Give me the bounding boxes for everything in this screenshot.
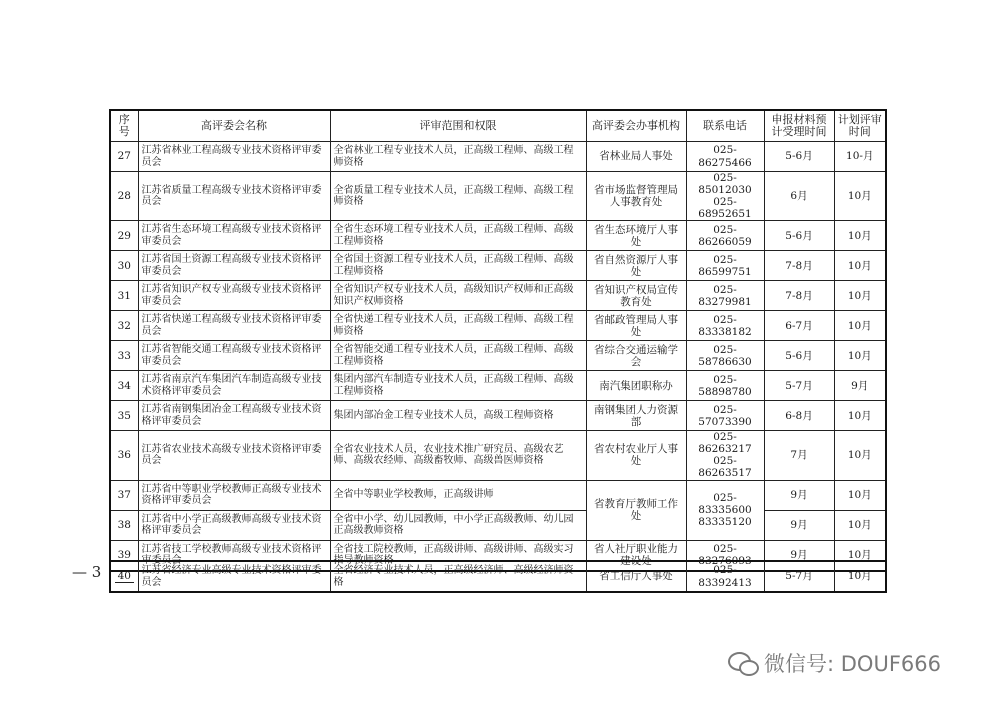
watermark-text: 微信号: DOUF666 (764, 652, 941, 676)
review-time: 10月 (834, 311, 886, 341)
phone: 025-83279981 (686, 281, 764, 311)
office: 省邮政管理局人事处 (586, 311, 686, 341)
office: 省生态环境厅人事处 (586, 221, 686, 251)
committee-table (109, 109, 887, 572)
row-number: 38 (110, 510, 138, 540)
accept-time: 7月 (764, 431, 834, 480)
office: 南汽集团职称办 (586, 371, 686, 401)
review-scope: 集团内部冶金工程专业技术人员，高级工程师资格 (330, 401, 586, 431)
review-time: 9月 (834, 371, 886, 401)
committee-name: 江苏省中等职业学校教师正高级专业技术资格评审委员会 (138, 480, 330, 510)
accept-time: 6-8月 (764, 401, 834, 431)
table-row (110, 221, 886, 251)
committee-name: 江苏省中小学正高级教师高级专业技术资格评审委员会 (138, 510, 330, 540)
phone: 025-86263217 025-86263517 (686, 431, 764, 480)
continuation-table (109, 560, 887, 593)
review-scope: 全省林业工程专业技术人员，正高级工程师、高级工程师资格 (330, 142, 586, 172)
phone: 025-58786630 (686, 341, 764, 371)
table-row (110, 281, 886, 311)
phone: 025-57073390 (686, 401, 764, 431)
committee-name: 江苏省林业工程高级专业技术资格评审委员会 (138, 142, 330, 172)
header-review-time: 计划评审时间 (834, 110, 886, 142)
review-time: 10月 (834, 221, 886, 251)
review-scope: 全省质量工程专业技术人员，正高级工程师、高级工程师资格 (330, 172, 586, 221)
office: 省综合交通运输学会 (586, 341, 686, 371)
review-time: 10月 (834, 172, 886, 221)
table-row (110, 510, 886, 540)
phone: 025-58898780 (686, 371, 764, 401)
table-row (110, 251, 886, 281)
row-number: 33 (110, 341, 138, 371)
table-row (110, 371, 886, 401)
review-scope: 全省中等职业学校教师，正高级讲师 (330, 480, 586, 510)
review-scope: 全省快递工程专业技术人员，正高级工程师、高级工程师资格 (330, 311, 586, 341)
office: 省自然资源厅人事处 (586, 251, 686, 281)
office: 省工信厅人事处 (586, 561, 686, 592)
review-time: 10月 (834, 540, 886, 571)
phone: 025-83392413 (686, 561, 764, 592)
accept-time: 9月 (764, 510, 834, 540)
table-row (110, 431, 886, 480)
header-accept-time: 申报材料预计受理时间 (764, 110, 834, 142)
header-no: 序号 (110, 110, 138, 142)
table-row (110, 480, 886, 510)
accept-time: 5-7月 (764, 561, 834, 592)
review-time: 10月 (834, 431, 886, 480)
office: 省教育厅教师工作处 (586, 480, 686, 540)
page-number: — 3 (72, 563, 102, 581)
table-row (110, 401, 886, 431)
committee-name: 江苏省农业技术高级专业技术资格评审委员会 (138, 431, 330, 480)
committee-name: 江苏省经济专业高级专业技术资格评审委员会 (138, 561, 330, 592)
committee-name: 江苏省南钢集团冶金工程高级专业技术资格评审委员会 (138, 401, 330, 431)
wechat-icon (728, 650, 758, 676)
table-header-row (110, 110, 886, 142)
review-time: 10月 (834, 401, 886, 431)
committee-name: 江苏省生态环境工程高级专业技术资格评审委员会 (138, 221, 330, 251)
review-time: 10月 (834, 480, 886, 510)
row-number: 32 (110, 311, 138, 341)
phone: 025-83276093 (686, 540, 764, 571)
phone: 025-86599751 (686, 251, 764, 281)
review-scope: 全省生态环境工程专业技术人员，正高级工程师、高级工程师资格 (330, 221, 586, 251)
row-number: 27 (110, 142, 138, 172)
row-number: 29 (110, 221, 138, 251)
header-name: 高评委会名称 (138, 110, 330, 142)
office: 省人社厅职业能力建设处 (586, 540, 686, 571)
review-scope: 全省中小学、幼儿园教师，中小学正高级教师、幼儿园正高级教师资格 (330, 510, 586, 540)
accept-time: 5-6月 (764, 341, 834, 371)
phone: 025-86266059 (686, 221, 764, 251)
row-number: 36 (110, 431, 138, 480)
accept-time: 6月 (764, 172, 834, 221)
review-scope: 全省国土资源工程专业技术人员，正高级工程师、高级工程师资格 (330, 251, 586, 281)
committee-name: 江苏省技工学校教师高级专业技术资格评审委员会 (138, 540, 330, 571)
phone: 025-83338182 (686, 311, 764, 341)
row-number: 37 (110, 480, 138, 510)
review-time: 10月 (834, 251, 886, 281)
committee-name: 江苏省质量工程高级专业技术资格评审委员会 (138, 172, 330, 221)
review-time: 10月 (834, 281, 886, 311)
office: 省林业局人事处 (586, 142, 686, 172)
table-row (110, 142, 886, 172)
committee-name: 江苏省知识产权专业高级专业技术资格评审委员会 (138, 281, 330, 311)
accept-time: 6-7月 (764, 311, 834, 341)
header-scope: 评审范围和权限 (330, 110, 586, 142)
row-number: 35 (110, 401, 138, 431)
accept-time: 7-8月 (764, 281, 834, 311)
header-office: 高评委会办事机构 (586, 110, 686, 142)
table-row (110, 172, 886, 221)
row-number: 31 (110, 281, 138, 311)
watermark (728, 648, 941, 678)
committee-name: 江苏省南京汽车集团汽车制造高级专业技术资格评审委员会 (138, 371, 330, 401)
review-scope: 全省技工院校教师，正高级讲师、高级讲师、高级实习指导教师资格 (330, 540, 586, 571)
accept-time: 9月 (764, 540, 834, 571)
phone: 025-85012030 025-68952651 (686, 172, 764, 221)
header-phone: 联系电话 (686, 110, 764, 142)
review-scope: 全省农业技术人员，农业技术推广研究员、高级农艺师、高级农经师、高级畜牧师、高级兽医师资格 (330, 431, 586, 480)
office: 省知识产权局宣传教育处 (586, 281, 686, 311)
accept-time: 5-7月 (764, 371, 834, 401)
review-time: 10月 (834, 510, 886, 540)
committee-name: 江苏省智能交通工程高级专业技术资格评审委员会 (138, 341, 330, 371)
row-number: 39 (110, 540, 138, 571)
accept-time: 5-6月 (764, 221, 834, 251)
table-row (110, 561, 886, 592)
table-row (110, 341, 886, 371)
review-scope: 全省知识产权专业技术人员，高级知识产权师和正高级知识产权师资格 (330, 281, 586, 311)
accept-time: 7-8月 (764, 251, 834, 281)
row-number: 34 (110, 371, 138, 401)
row-number: 40 (115, 570, 134, 583)
committee-name: 江苏省国土资源工程高级专业技术资格评审委员会 (138, 251, 330, 281)
review-time: 10月 (834, 561, 886, 592)
review-time: 10-月 (834, 142, 886, 172)
review-scope: 全省智能交通工程专业技术人员，正高级工程师、高级工程师资格 (330, 341, 586, 371)
review-scope: 全省经济专业技术人员，正高级经济师、高级经济师资格 (330, 561, 586, 592)
office: 省农村农业厅人事处 (586, 431, 686, 480)
row-number: 28 (110, 172, 138, 221)
row-number: 30 (110, 251, 138, 281)
review-time: 10月 (834, 341, 886, 371)
phone: 025-86275466 (686, 142, 764, 172)
office: 省市场监督管理局人事教育处 (586, 172, 686, 221)
accept-time: 9月 (764, 480, 834, 510)
committee-name: 江苏省快递工程高级专业技术资格评审委员会 (138, 311, 330, 341)
review-scope: 集团内部汽车制造专业技术人员，正高级工程师、高级工程师资格 (330, 371, 586, 401)
office: 南钢集团人力资源部 (586, 401, 686, 431)
phone: 025-83335600 83335120 (686, 480, 764, 540)
table-row (110, 311, 886, 341)
accept-time: 5-6月 (764, 142, 834, 172)
